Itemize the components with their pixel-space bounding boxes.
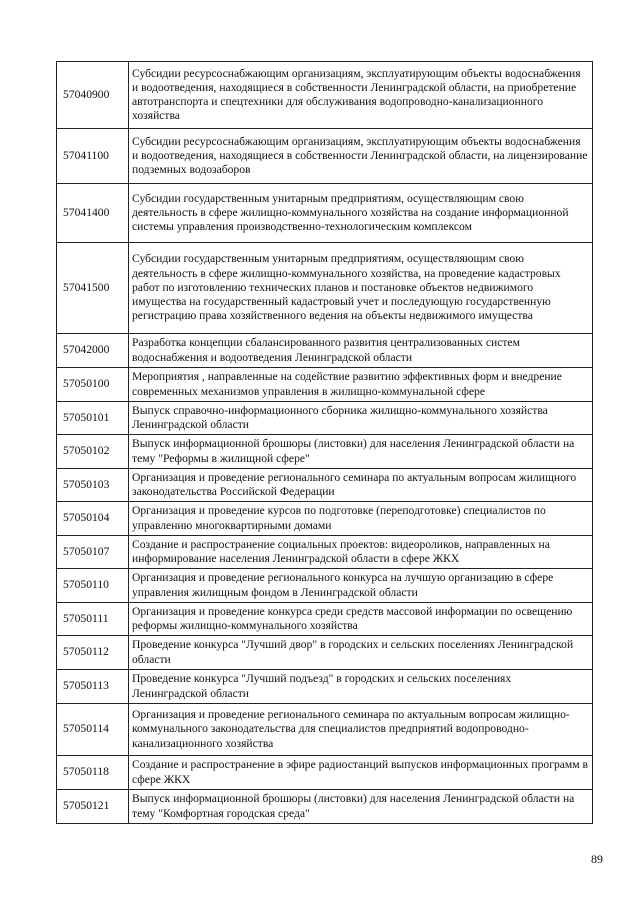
row-code: 57041500 [57,243,129,334]
row-description: Субсидии ресурсоснабжающим организациям, эксплуатирующим объекты водоснабжения и водоотведения, находящиеся в собственности Ленинградской области, на лицензирование подземных водозаборов [129,129,593,184]
row-code: 57050121 [57,790,129,824]
row-description: Выпуск справочно-информационного сборника жилищно-коммунального хозяйства Ленинградской области [129,402,593,435]
row-description: Субсидии государственным унитарным предприятиям, осуществляющим свою деятельность в сфере жилищно-коммунального хозяйства на создание информационной системы управления производственно-технологическим комплексом [129,184,593,243]
table-row [57,129,593,184]
row-code: 57041100 [57,129,129,184]
row-description: Создание и распространение социальных проектов: видеороликов, направленных на информирование населения Ленинградской области в сфере ЖКХ [129,536,593,569]
row-code: 57050112 [57,636,129,670]
table-row [57,469,593,502]
row-description: Организация и проведение регионального конкурса на лучшую организацию в сфере управления жилищным фондом в Ленинградской области [129,569,593,603]
row-code: 57040900 [57,62,129,129]
row-code: 57050111 [57,603,129,636]
row-code: 57050101 [57,402,129,435]
row-code: 57050110 [57,569,129,603]
row-description: Организация и проведение регионального семинара по актуальным вопросам жилищного законодательства Российской Федерации [129,469,593,502]
row-code: 57042000 [57,334,129,368]
row-description: Мероприятия , направленные на содействие развитию эффективных форм и внедрение современных механизмов управления в жилищно-коммунальной сфере [129,368,593,402]
row-description: Выпуск информационной брошюры (листовки) для населения Ленинградской области на тему "Комфортная городская среда" [129,790,593,824]
table-row [57,334,593,368]
row-code: 57041400 [57,184,129,243]
row-code: 57050113 [57,670,129,704]
row-code: 57050104 [57,502,129,536]
row-code: 57050118 [57,756,129,790]
table-row [57,368,593,402]
row-code: 57050100 [57,368,129,402]
row-description: Проведение конкурса "Лучший подъезд" в городских и сельских поселениях Ленинградской области [129,670,593,704]
row-description: Субсидии государственным унитарным предприятиям, осуществляющим свою деятельность в сфере жилищно-коммунального хозяйства, на проведение кадастровых работ по изготовлению технических планов и постановке объектов недвижимого имущества на государственный кадастровый учет и последующую государственную регистрацию права хозяйственного ведения на объекты недвижимого имущества [129,243,593,334]
table-row [57,670,593,704]
table-row [57,569,593,603]
table-row [57,435,593,469]
budget-codes-table [56,61,593,824]
table-row [57,184,593,243]
row-code: 57050103 [57,469,129,502]
table-row [57,502,593,536]
table-row [57,636,593,670]
row-code: 57050102 [57,435,129,469]
row-description: Организация и проведение конкурса среди средств массовой информации по освещению реформы жилищно-коммунального хозяйства [129,603,593,636]
row-description: Выпуск информационной брошюры (листовки) для населения Ленинградской области на тему "Реформы в жилищной сфере" [129,435,593,469]
row-description: Проведение конкурса "Лучший двор" в городских и сельских поселениях Ленинградской области [129,636,593,670]
row-description: Организация и проведение курсов по подготовке (переподготовке) специалистов по управлению многоквартирными домами [129,502,593,536]
row-code: 57050107 [57,536,129,569]
row-description: Создание и распространение в эфире радиостанций выпусков информационных программ в сфере ЖКХ [129,756,593,790]
page-number: 89 [591,852,603,866]
table-row [57,790,593,824]
row-description: Организация и проведение регионального семинара по актуальным вопросам жилищно-коммунального законодательства для специалистов предприятий водопроводно-канализационного хозяйства [129,704,593,756]
table-row [57,603,593,636]
table-row [57,536,593,569]
table-row [57,704,593,756]
row-code: 57050114 [57,704,129,756]
table-row [57,402,593,435]
table-row [57,243,593,334]
table-row [57,62,593,129]
row-description: Субсидии ресурсоснабжающим организациям, эксплуатирующим объекты водоснабжения и водоотведения, находящиеся в собственности Ленинградской области, на приобретение автотранспорта и спецтехники для обслуживания водопроводно-канализационного хозяйства [129,62,593,129]
row-description: Разработка концепции сбалансированного развития централизованных систем водоснабжения и водоотведения Ленинградской области [129,334,593,368]
table-row [57,756,593,790]
